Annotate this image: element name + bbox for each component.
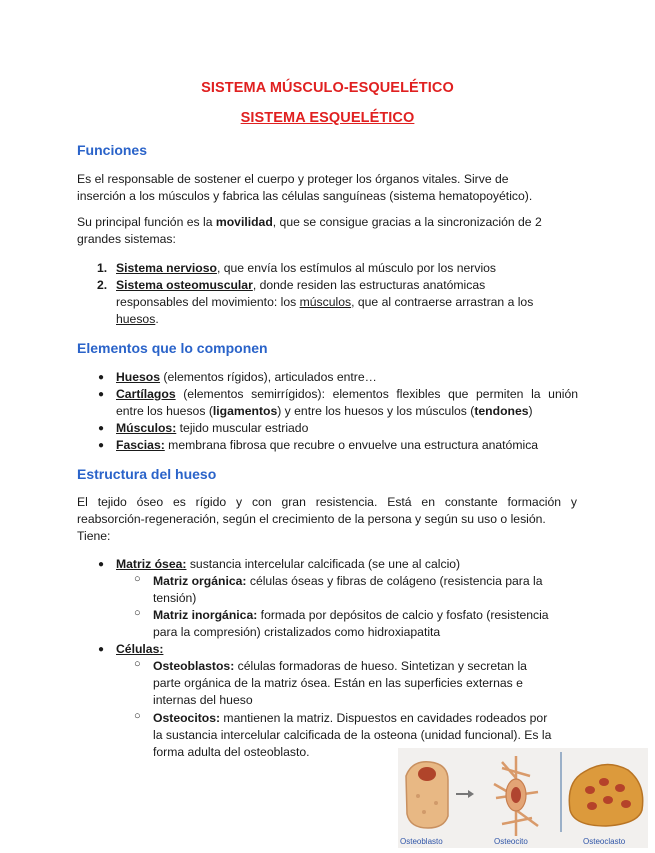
bone-cells-figure [398, 748, 648, 848]
bullet-dot: ● [98, 372, 105, 383]
bullet-dot: ● [98, 440, 105, 451]
caption-osteocito: Osteocito [494, 837, 528, 846]
bone-cells-illustration [398, 748, 648, 848]
list-item-sistema-osteomuscular: Sistema osteomuscular, donde residen las estructuras anatómicas responsables del movimiento: los músculos, que al contraerse arrastran a los huesos. [116, 278, 534, 326]
list-item-huesos: Huesos (elementos rígidos), articulados entre… [116, 370, 377, 384]
bullet-dot: ● [98, 644, 105, 655]
bullet-circle: ○ [134, 607, 141, 619]
funciones-paragraph-2: Su principal función es la movilidad, que se consigue gracias a la sincronización de 2 grandes sistemas: [77, 215, 542, 246]
funciones-paragraph-1: Es el responsable de sostener el cuerpo y proteger los órganos vitales. Sirve de inserción a los músculos y fabrica las células sanguíneas (sistema hematopoyético). [77, 172, 533, 203]
osteoclast-cell [569, 764, 642, 826]
list-item-fascias: Fascias: membrana fibrosa que recubre o envuelve una estructura anatómica [116, 438, 539, 452]
list-item-musculos: Músculos: tejido muscular estriado [116, 421, 309, 435]
list-item-cartilagos: Cartílagos (elementos semirrígidos): elementos flexibles que permiten la unión entre los huesos (ligamentos) y entre los huesos y los músculos (tendones) [116, 387, 578, 418]
heading-elementos: Elementos que lo componen [77, 340, 268, 356]
bullet-dot: ● [98, 423, 105, 434]
list-item-celulas: Células: [116, 642, 164, 656]
list-number-2: 2. [97, 278, 108, 292]
caption-osteoclasto: Osteoclasto [583, 837, 626, 846]
estructura-paragraph: El tejido óseo es rígido y con gran resistencia. Está en constante formación y reabsorción-regeneración, según el crecimiento de la persona y según su uso o lesión. Tiene: [77, 495, 577, 543]
document-title: SISTEMA MÚSCULO-ESQUELÉTICO [201, 80, 454, 96]
list-item-osteocitos: Osteocitos: mantienen la matriz. Dispuestos en cavidades rodeados por la sustancia intercelular calcificada de la osteona (unidad funcional). Es la forma adulta del osteoblasto. [153, 711, 552, 759]
list-item-osteoblastos: Osteoblastos: células formadoras de hueso. Sintetizan y secretan la parte orgánica de la matriz ósea. Están en las superficies externas e internas del hueso [153, 659, 527, 707]
osteoblast-cell [406, 762, 448, 828]
bullet-circle: ○ [134, 710, 141, 722]
bullet-dot: ● [98, 559, 105, 570]
heading-funciones: Funciones [77, 142, 148, 158]
list-item-matriz-organica: Matriz orgánica: células óseas y fibras de colágeno (resistencia para la tensión) [153, 574, 543, 605]
list-item-matriz-inorganica: Matriz inorgánica: formada por depósitos de calcio y fosfato (resistencia para la compresión) cristalizados como hidroxiapatita [153, 608, 549, 639]
heading-estructura: Estructura del hueso [77, 466, 217, 482]
bullet-circle: ○ [134, 573, 141, 585]
list-number-1: 1. [97, 261, 108, 275]
document-subtitle: SISTEMA ESQUELÉTICO [240, 110, 415, 126]
list-item-sistema-nervioso: Sistema nervioso, que envía los estímulos al músculo por los nervios [116, 261, 497, 275]
caption-osteoblasto: Osteoblasto [400, 837, 443, 846]
bullet-circle: ○ [134, 658, 141, 670]
bullet-dot: ● [98, 389, 105, 400]
list-item-matriz-osea: Matriz ósea: sustancia intercelular calcificada (se une al calcio) [116, 557, 461, 571]
